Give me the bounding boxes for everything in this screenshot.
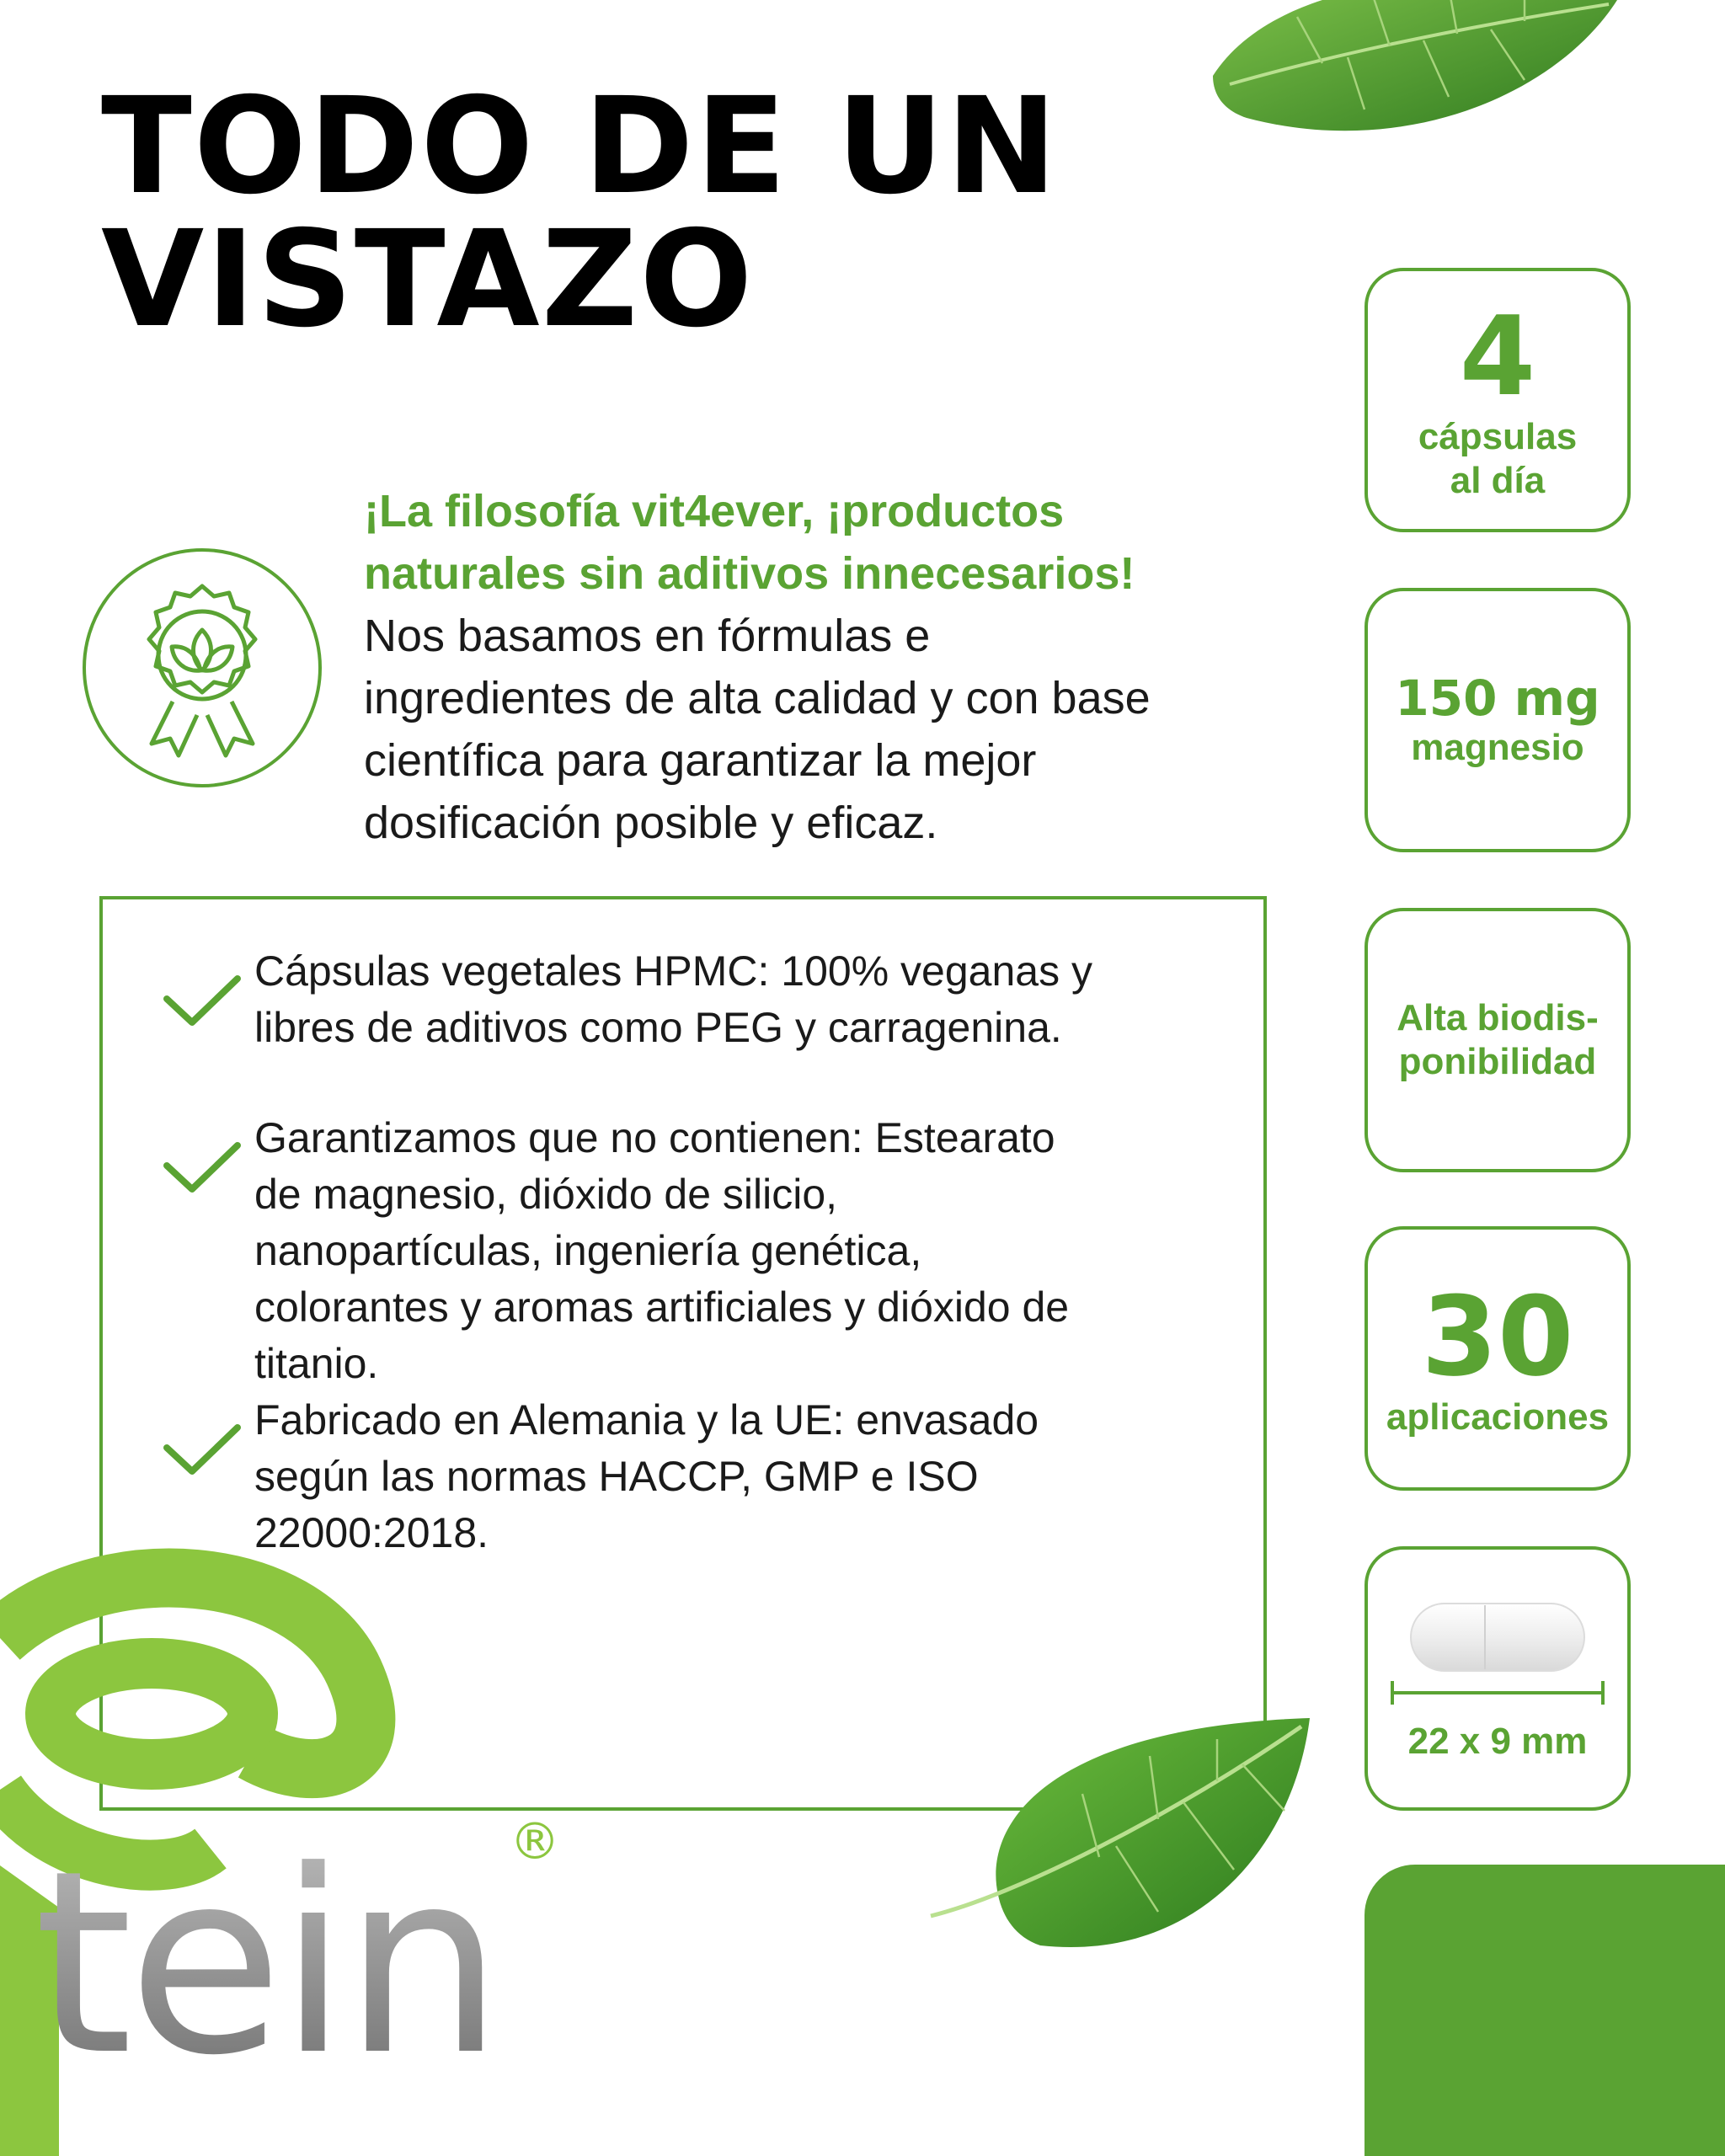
page-title: TODO DE UN VISTAZO	[101, 69, 1060, 357]
capsules-label: cápsulas al día	[1418, 416, 1578, 501]
feature-text: Fabricado en Alemania y la UE: envasado según las normas HACCP, GMP e ISO 22000:2018.	[254, 1396, 1039, 1556]
capsule-size-label: 22 x 9 mm	[1407, 1721, 1588, 1762]
applications-box	[1365, 1226, 1631, 1491]
capsules-value: 4	[1459, 292, 1536, 420]
leaf-bottom	[914, 1693, 1335, 1971]
capsule-icon	[1384, 1593, 1611, 1720]
leaf-top-right	[1196, 0, 1634, 168]
applications-label: aplicaciones	[1386, 1396, 1610, 1438]
capsule-size-box	[1365, 1546, 1631, 1811]
philosophy-text	[364, 480, 1189, 854]
quality-seal-icon	[80, 546, 324, 790]
brand-logo	[0, 1512, 590, 2156]
magnesium-value: 150 mg	[1395, 670, 1600, 727]
check-icon	[162, 1110, 254, 1392]
check-icon	[162, 943, 254, 1056]
green-corner-block	[1365, 1865, 1725, 2156]
feature-text: Cápsulas vegetales HPMC: 100% veganas y libres de aditivos como PEG y carragenina.	[254, 947, 1092, 1051]
bioavailability-box	[1365, 908, 1631, 1172]
philosophy-body: Nos basamos en fórmulas e ingredientes de alta calidad y con base científica para garantizar la mejor dosificación posible y eficaz.	[364, 611, 1151, 848]
registered-mark: ®	[510, 1812, 560, 1871]
feature-text: Garantizamos que no contienen: Estearato de magnesio, dióxido de silicio, nanopartículas, ingeniería genética, colorantes y aromas artificiales y dióxido de titanio.	[254, 1114, 1070, 1387]
feature-item	[162, 1110, 1172, 1392]
feature-item	[162, 943, 1172, 1056]
philosophy-lead: ¡La filosofía vit4ever, ¡productos naturales sin aditivos innecesarios!	[364, 486, 1135, 599]
applications-value: 30	[1421, 1273, 1574, 1401]
magnesium-box	[1365, 588, 1631, 852]
capsules-per-day-box	[1365, 268, 1631, 532]
logo-text: tein	[34, 1817, 499, 2111]
bioavailability-label: Alta biodis- ponibilidad	[1397, 997, 1599, 1082]
magnesium-label: magnesio	[1411, 727, 1584, 768]
